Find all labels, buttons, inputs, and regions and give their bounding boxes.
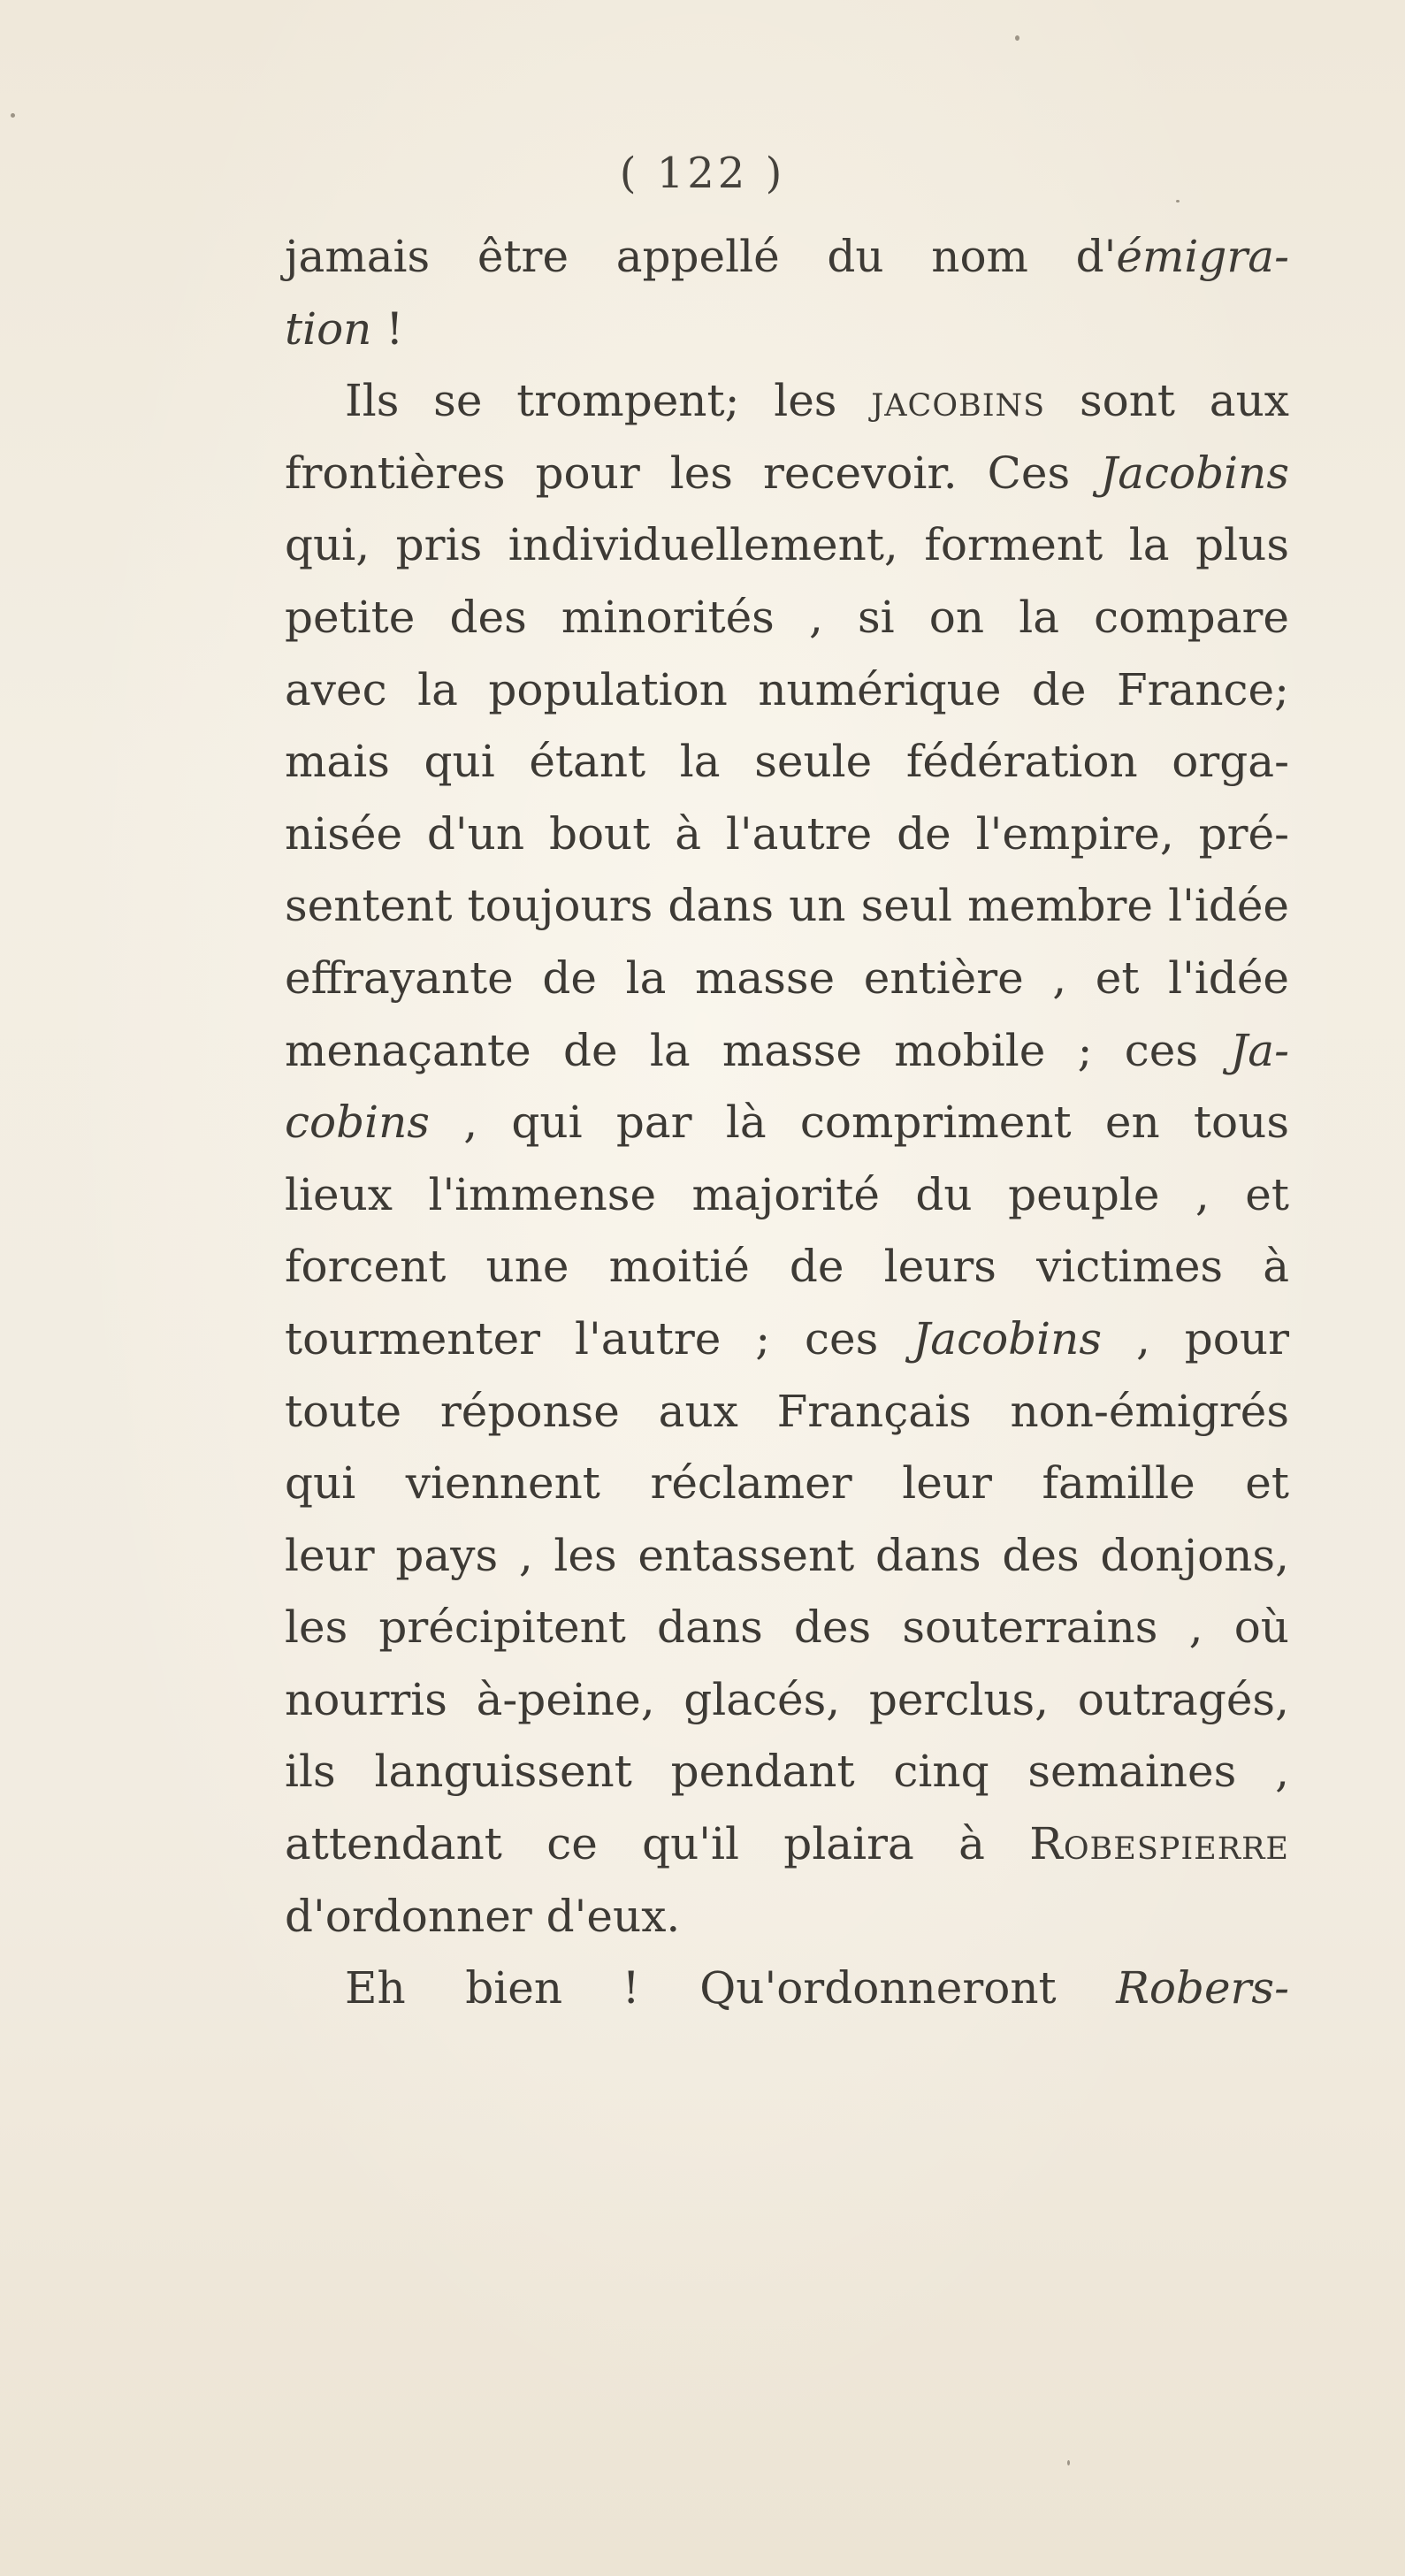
text-line bbox=[285, 654, 1289, 727]
line-text: , qui par là compriment en tous bbox=[429, 1097, 1289, 1149]
line-text: sentent toujours dans un seul membre l'idée bbox=[285, 880, 1289, 932]
text-line bbox=[285, 726, 1289, 799]
text-line bbox=[285, 294, 1289, 366]
line-text: , pour bbox=[1102, 1312, 1289, 1364]
text-line bbox=[285, 221, 1289, 294]
line-text: nourris à-peine, glacés, perclus, outragés, bbox=[285, 1673, 1289, 1725]
text-line bbox=[285, 1376, 1289, 1449]
text-line bbox=[285, 870, 1289, 943]
line-text: forcent une moitié de leurs victimes à bbox=[285, 1241, 1289, 1293]
line-text: qui, pris individuellement, forment la plus bbox=[285, 519, 1289, 571]
text-line bbox=[285, 1736, 1289, 1808]
text-line bbox=[285, 582, 1289, 654]
line-text: mais qui étant la seule fédération orga- bbox=[285, 736, 1289, 788]
italic-text: Jacobins bbox=[912, 1312, 1103, 1364]
line-text: sont aux bbox=[1045, 375, 1289, 427]
paper-speck bbox=[1067, 2460, 1070, 2465]
paper-speck bbox=[11, 113, 15, 118]
text-line bbox=[285, 365, 1289, 438]
line-text: tourmenter l'autre ; ces bbox=[285, 1312, 913, 1364]
line-text: attendant ce qu'il plaira à bbox=[285, 1818, 1030, 1870]
text-line bbox=[285, 438, 1289, 510]
small-caps-text: jacobins bbox=[871, 375, 1046, 427]
text-line bbox=[285, 1448, 1289, 1520]
text-line bbox=[285, 1664, 1289, 1737]
text-line bbox=[285, 1592, 1289, 1664]
paper-speck bbox=[1015, 35, 1019, 41]
text-line bbox=[285, 1087, 1289, 1159]
line-text: menaçante de la masse mobile ; ces bbox=[285, 1024, 1231, 1076]
line-text: qui viennent réclamer leur famille et bbox=[285, 1457, 1289, 1510]
text-line bbox=[285, 1881, 1289, 1953]
line-text: Eh bien ! Qu'ordonneront bbox=[345, 1962, 1117, 2014]
line-text: effrayante de la masse entière , et l'idée bbox=[285, 952, 1289, 1004]
text-line bbox=[285, 799, 1289, 871]
line-text: les précipitent dans des souterrains , où bbox=[285, 1601, 1289, 1654]
italic-text: émigra- bbox=[1116, 231, 1289, 282]
line-text: nisée d'un bout à l'autre de l'empire, pré- bbox=[285, 807, 1289, 860]
line-text: lieux l'immense majorité du peuple , et bbox=[285, 1168, 1289, 1220]
line-text: frontières pour les recevoir. Ces bbox=[285, 447, 1101, 499]
line-text: jamais être appellé du nom d' bbox=[285, 231, 1117, 282]
italic-text: Robers- bbox=[1116, 1962, 1289, 2014]
line-text: ils languissent pendant cinq semaines , bbox=[285, 1746, 1289, 1798]
line-text: avec la population numérique de France; bbox=[285, 663, 1289, 715]
line-text: petite des minorités , si on la compare bbox=[285, 591, 1289, 643]
page-number: ( 122 ) bbox=[619, 149, 786, 198]
text-line bbox=[285, 1520, 1289, 1593]
body-text bbox=[285, 221, 1289, 2025]
line-text: Ils se trompent; les bbox=[345, 375, 872, 427]
italic-text: cobins bbox=[285, 1097, 430, 1149]
text-line bbox=[285, 1808, 1289, 1881]
small-caps-text: Robespierre bbox=[1029, 1818, 1289, 1870]
text-line bbox=[285, 1953, 1289, 2025]
italic-text: Ja- bbox=[1230, 1024, 1289, 1076]
line-text: d'ordonner d'eux. bbox=[285, 1890, 681, 1942]
text-line bbox=[285, 1231, 1289, 1303]
text-line bbox=[285, 1303, 1289, 1376]
italic-text: Jacobins bbox=[1100, 447, 1289, 499]
line-text: ! bbox=[371, 302, 404, 355]
line-text: toute réponse aux Français non-émigrés bbox=[285, 1385, 1289, 1437]
text-line bbox=[285, 943, 1289, 1015]
italic-text: tion bbox=[285, 302, 372, 355]
text-line bbox=[285, 1159, 1289, 1232]
text-line bbox=[285, 1015, 1289, 1088]
line-text: leur pays , les entassent dans des donjons, bbox=[285, 1529, 1289, 1581]
paper-speck bbox=[1176, 200, 1180, 203]
text-line bbox=[285, 509, 1289, 582]
